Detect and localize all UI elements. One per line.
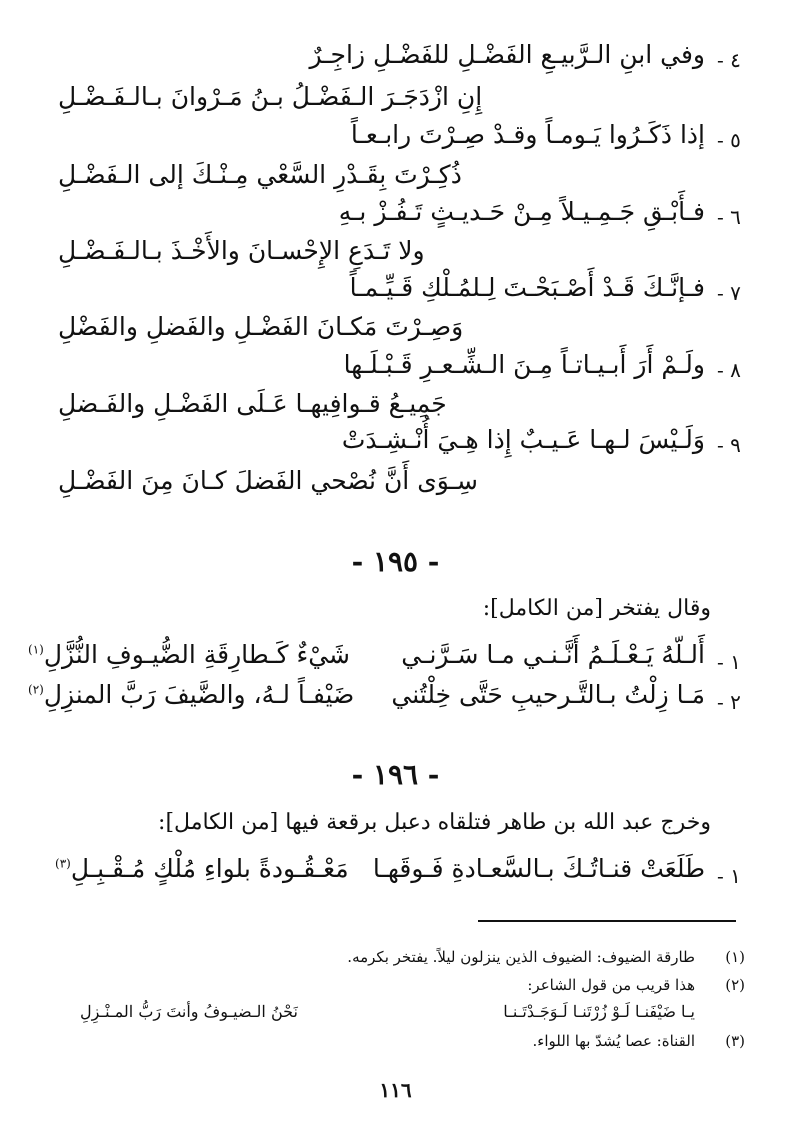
verse-number: ٢ -	[717, 690, 741, 714]
verse-second-hemistich: ولا تَـدَعِ الإِحْسـانَ والأَخْـذَ بـالـفَـضْـلِ	[58, 236, 425, 265]
footnote-number: (٣)	[725, 1032, 745, 1050]
section-intro-195: وقال يفتخر [من الكامل]:	[482, 596, 711, 621]
verse-number: ٤ -	[717, 48, 741, 72]
section-heading-195: - ١٩٥ -	[351, 545, 440, 578]
verse-first-hemistich: وَلَـيْسَ لـهـا عَـيـبٌ إِذا هِـيَ أُنْـشِـدَتْ	[341, 425, 705, 454]
footnote-divider	[478, 920, 736, 922]
section-heading-196: - ١٩٦ -	[351, 758, 440, 791]
verse-first-hemistich: فـأَبْـقِ جَـمِـيـلاً مِـنْ حَـديـثٍ تَـفُـزْ بـهِ	[338, 197, 705, 226]
footnote-text: القناة: عصا يُشدّ بها اللواء.	[532, 1032, 695, 1050]
verse-number: ٦ -	[717, 205, 741, 229]
verse-first-hemistich: طَلَعَتْ قنـاتُـكَ بـالسَّعـادةِ فَـوقَهـا	[372, 854, 705, 883]
footnote-number: (٢)	[725, 976, 745, 994]
section-intro-196: وخرج عبد الله بن طاهر فتلقاه دعبل برقعة فيها [من الكامل]:	[158, 810, 711, 835]
verse-number: ٧ -	[717, 281, 741, 305]
hemistich-text: مَعْـقُـودةً بلواءِ مُلْكٍ مُـقْـبِـلِ	[70, 854, 349, 883]
verse-first-hemistich: وفي ابنِ الـرَّبيـعِ الفَضْـلِ للفَضْـلِ زاجِـرٌ	[309, 40, 705, 69]
verse-first-hemistich: فـإنَّـكَ قَـدْ أَصْـبَحْـتَ لِـلمُـلْكِ قَـيِّـمـاً	[349, 273, 705, 302]
verse-second-hemistich: جَمِيـعُ قـوافِيهـا عَـلَى الفَضْـلِ والفَـضلِ	[58, 389, 447, 418]
verse-second-hemistich	[28, 680, 354, 709]
hemistich-text: ضَيْفـاً لـهُ، والضَّيفَ رَبَّ المنزِلِ	[43, 680, 355, 709]
verse-number: ١ -	[717, 650, 741, 674]
footnote-text: طارقة الضيوف: الضيوف الذين ينزلون ليلاً. يفتخر بكرمه.	[347, 948, 695, 966]
verse-first-hemistich: مَـا زِلْتُ بـالتَّـرحيبِ حَتَّى خِلْتُني	[391, 680, 705, 709]
footnote-marker: (١)	[28, 642, 44, 657]
verse-second-hemistich	[55, 854, 349, 883]
footnote-marker: (٢)	[28, 682, 44, 697]
page-number: ١١٦	[379, 1078, 412, 1102]
verse-number: ١ -	[717, 864, 741, 888]
verse-first-hemistich: أَلـلّهُ يَـعْـلَـمُ أَنَّـنـي مـا سَـرَّنـي	[401, 640, 705, 669]
verse-second-hemistich: إِنِ ازْدَجَـرَ الـفَضْـلُ بـنُ مَـرْوانَ بـالـفَـضْـلِ	[58, 82, 483, 111]
footnote-verse-second-hemistich: نَحْنُ الـضيـوفُ وأنتَ رَبُّ المـنْـزِلِ	[80, 1002, 298, 1021]
verse-second-hemistich: وَصِـرْتَ مَكـانَ الفَضْـلِ والفَضلِ والفَضْلِ	[58, 312, 464, 341]
footnote-number: (١)	[725, 948, 745, 966]
footnote-text: هذا قريب من قول الشاعر:	[527, 976, 695, 994]
verse-number: ٩ -	[717, 433, 741, 457]
verse-first-hemistich: إذا ذَكَـرُوا يَـومـاً وقـدْ صِـرْتَ رابـعـاً	[350, 120, 705, 149]
verse-second-hemistich	[28, 640, 350, 669]
verse-number: ٥ -	[717, 128, 741, 152]
verse-number: ٨ -	[717, 358, 741, 382]
footnote-marker: (٣)	[55, 856, 71, 871]
verse-second-hemistich: سِـوَى أَنَّ نُصْحي الفَضلَ كـانَ مِنَ الفَضْـلِ	[58, 466, 478, 495]
verse-first-hemistich: ولَـمْ أَرَ أَبـيـاتـاً مِـنَ الـشِّـعـرِ قَـبْـلَـها	[343, 350, 705, 379]
verse-second-hemistich: ذُكِـرْتَ بِقَـدْرِ السَّعْي مِـنْـكَ إلى الـفَضْـلِ	[58, 160, 462, 189]
footnote-verse-first-hemistich: يـا ضَيْفَنـا لَـوْ زُرْتَنـا لَـوَجَـدْتَـنـا	[503, 1002, 695, 1021]
hemistich-text: شَيْءٌ كَـطارِقَةِ الضُّيـوفِ النُّزَّلِ	[43, 640, 350, 669]
